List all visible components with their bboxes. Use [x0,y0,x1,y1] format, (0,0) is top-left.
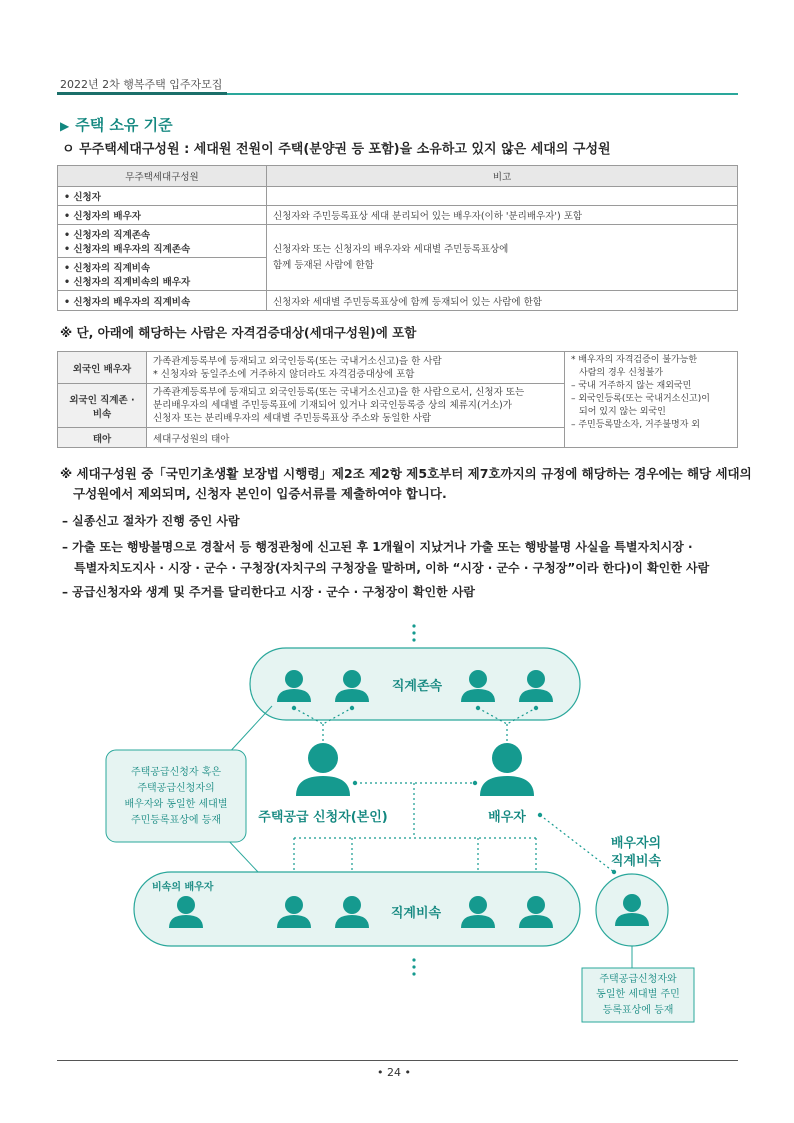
callout-text: 동일한 세대별 주민 [596,989,680,1000]
descendants-spouse-label: 비속의 배우자 [152,882,214,893]
cell-line: 함께 등재된 사람에 한함 [273,259,374,271]
callout-text: 주택공급신청자의 [137,783,215,794]
applicant-label: 주택공급 신청자(본인) [258,810,388,825]
table-cell: 신청자와 주민등록표상 세대 분리되어 있는 배우자(이하 '분리배우자') 포함 [267,206,738,225]
exclusion-paragraph [60,464,752,504]
document-header-title: 2022년 2차 행복주택 입주자모집 [60,78,223,91]
ellipsis-dots-bottom [412,958,415,975]
table-header: 무주택세대구성원 [58,166,267,187]
dash-item: – 실종신고 절차가 진행 중인 사람 [62,514,240,528]
footer-divider [57,1060,738,1061]
paragraph-line: 구성원에서 제외되며, 신청자 본인이 입증서류를 제출하여야 합니다. [73,486,447,501]
row-label: 외국인 배우자 [58,352,147,384]
callout-text: 주민등록표상에 등재 [130,815,222,826]
table-cell [147,384,565,428]
descendants-label: 직계비속 [390,906,442,921]
spouse-descendant-label-1: 배우자의 [610,836,662,851]
page-number: • 24 • [377,1066,411,1079]
row-label [58,384,147,428]
cell-line: 가족관계등록부에 등재되고 외국인등록(또는 국내거소신고)을 한 사람 [153,355,442,367]
dash-line: 특별자치도지사 · 시장 · 군수 · 구청장(자치구의 구청장을 말하며, 이하 “시장 · 군수 · 구청장”이라 한다)이 확인한 사람 [74,561,710,575]
section-title-text: 주택 소유 기준 [75,116,173,134]
table-cell [267,187,738,206]
cell-line: – 주민등록말소자, 거주불명자 외 [571,420,700,430]
table-cell [147,352,565,384]
cell-line: 가족관계등록부에 등재되고 외국인등록(또는 국내거소신고)을 한 사람으로서, 신청자 또는 [153,387,525,398]
cell-line: 분리배우자의 세대별 주민등록표에 기재되어 있거나 외국인등록증 상의 체류지(거소)가 [153,400,512,411]
side-note [565,352,738,448]
callout-left [106,750,246,842]
table-cell: • 신청자의 배우자의 직계비속 [58,291,267,311]
table-cell: 세대구성원의 태아 [147,428,565,448]
paragraph-line: ※ 세대구성원 중「국민기초생활 보장법 시행령」제2조 제2항 제5호부터 제7호까지의 규정에 해당하는 경우에는 해당 세대의 [60,466,752,481]
table-cell [58,225,267,258]
cell-line: • 신청자의 직계비속의 배우자 [64,277,191,288]
ascendants-label: 직계존속 [391,679,443,694]
row-label: 태아 [58,428,147,448]
spouse-descendant-label-2: 직계비속 [610,854,662,869]
spouse-label: 배우자 [488,810,526,825]
table-cell: • 신청자의 배우자 [58,206,267,225]
family-diagram [0,610,794,1030]
verification-table [57,351,738,448]
cell-line: 비속 [92,408,112,420]
cell-line: 신청자 또는 분리배우자의 세대별 주민등록표상 주소와 동일한 사람 [153,413,432,424]
table-cell [58,258,267,291]
cell-line: 외국인 직계존 · [69,394,135,406]
dash-item [62,537,709,579]
cell-line: • 신청자의 직계비속 [64,263,151,274]
cell-line: • 신청자의 배우자의 직계존속 [64,244,191,255]
callout-text: 배우자와 동일한 세대별 [124,799,228,810]
note-included: ※ 단, 아래에 해당하는 사람은 자격검증대상(세대구성원)에 포함 [60,325,417,340]
table-header: 비고 [267,166,738,187]
callout-pointer [226,706,272,756]
cell-line: * 배우자의 자격검증이 불가능한 [571,355,698,365]
table-cell: • 신청자 [58,187,267,206]
cell-line: * 신청자와 동일주소에 거주하지 않더라도 자격검증대상에 포함 [153,368,415,380]
dash-item: – 공급신청자와 생계 및 주거를 달리한다고 시장 · 군수 · 구청장이 확인한 사람 [62,585,476,599]
cell-line: 사람의 경우 신청불가 [579,368,663,378]
callout-text: 주택공급신청자 혹은 [130,767,222,778]
definition-line: ㅇ 무주택세대구성원 : 세대원 전원이 주택(분양권 등 포함)을 소유하고 있지 않은 세대의 구성원 [62,142,611,157]
cell-line: • 신청자의 직계존속 [64,230,151,241]
cell-line: 신청자와 또는 신청자의 배우자와 세대별 주민등록표상에 [273,243,509,255]
ellipsis-dots-top [412,624,415,641]
callout-text: 주택공급신청자와 [599,974,677,985]
callout-pointer [226,838,258,872]
triangle-bullet-icon: ▶ [60,119,70,133]
cell-line: – 국내 거주하지 않는 재외국민 [571,381,692,391]
cell-line: – 외국인등록(또는 국내거소신고)이 [571,394,710,404]
header-divider-accent [57,92,227,95]
spouse-person-icon [480,743,534,796]
table-cell: 신청자와 세대별 주민등록표상에 함께 등재되어 있는 사람에 한함 [267,291,738,311]
applicant-person-icon [296,743,350,796]
household-members-table [57,165,738,311]
table-cell [267,225,738,291]
dash-line: – 가출 또는 행방불명으로 경찰서 등 행정관청에 신고된 후 1개월이 지났거나 가출 또는 행방불명 사실을 특별자치시장 · [62,540,693,554]
cell-line: 되어 있지 않는 외국인 [579,407,666,417]
section-title [60,114,173,135]
callout-text: 등록표상에 등재 [602,1005,674,1016]
